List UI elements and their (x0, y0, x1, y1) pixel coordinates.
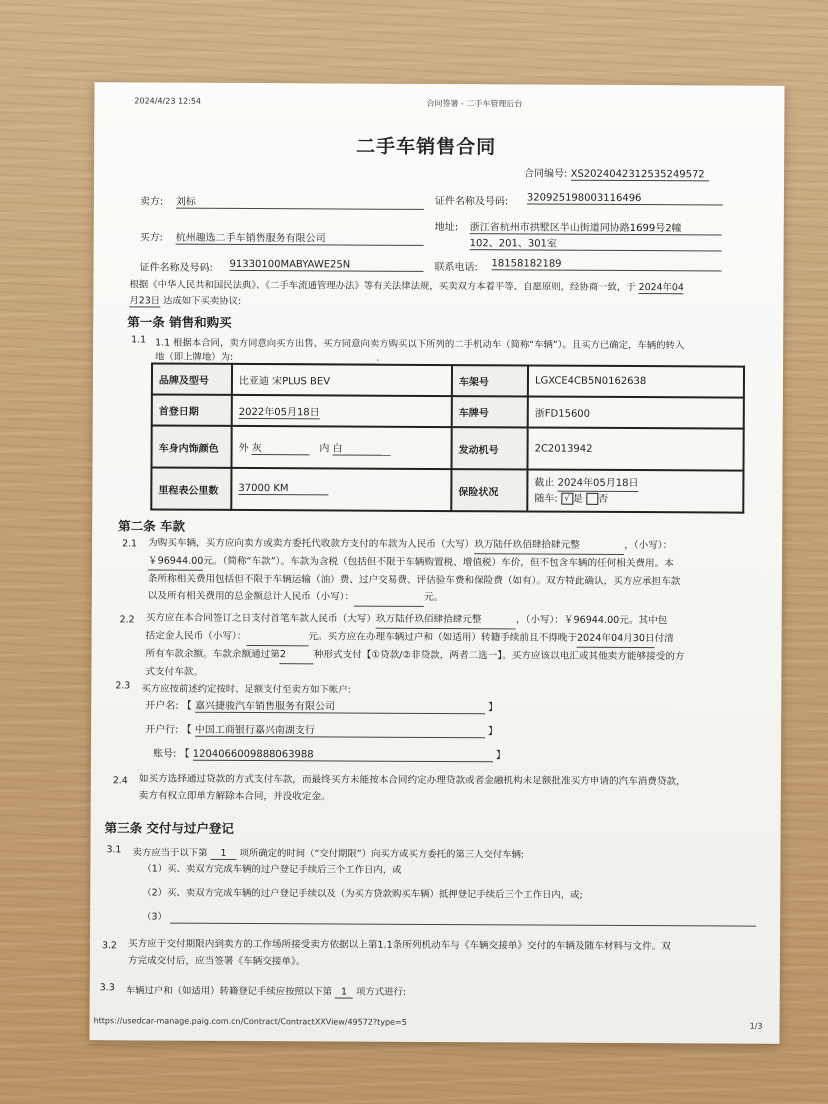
buyer-id-value: 91330100MABYAWE25N (230, 259, 424, 272)
clause-1-1-number: 1.1 (131, 334, 147, 346)
article3-title: 第三条 交付与过户登记 (104, 820, 235, 836)
clause-2-4-line2: 卖方有权立即单方解除本合同，并没收定金。 (138, 790, 331, 803)
seller-label: 卖方: (139, 196, 164, 208)
seller-id-label: 证件名称及号码: (434, 195, 509, 208)
article2-title: 第二条 车款 (118, 518, 186, 534)
clause-2-2-deposit-blank (246, 628, 308, 646)
clause-2-2-text (145, 609, 755, 683)
plate-label: 车牌号 (452, 396, 528, 427)
clause-2-1-line2: 元。（简称“车款”）。车款为含税（包括但不限于车辆购置税、增值税）车价，但不包含车辆的任何相关费用。本 (203, 555, 674, 570)
mileage-value: 37000 KM (238, 483, 328, 495)
page-title: 二手车销售合同 (356, 135, 497, 159)
clause-2-1-upper-amount: 玖万陆仟玖佰肆拾肆元整 (474, 536, 624, 555)
bank-row: 开户行: 【 中国工商银行嘉兴南湖支行 】 (145, 720, 498, 738)
clause-2-2-line1: 买方应在本合同签订之日支付首笔车款人民币（大写） (145, 612, 376, 625)
clause-3-1-item2: （2）买、卖双方完成车辆的过户登记手续以及（为买方贷款购买车辆）抵押登记手续后三个工作日内，或; (142, 887, 583, 901)
clause-2-1-amount: ￥96944.00 (148, 552, 203, 570)
insurance-date: 2024年05月18日 (558, 475, 639, 491)
clause-3-2-line1: 买方应于交付期限内到卖方的工作场所接受卖方依据以上第1.1条所列机动车与《车辆交接单》交付的车辆及随车材料与文件。双 (127, 938, 671, 953)
intro-date-a: 2024年04 (639, 279, 684, 294)
clause-2-2-date: 2024年04月30日 (577, 630, 655, 648)
insurance-label: 保险状况 (451, 469, 527, 511)
clause-2-2-upper-amount: 玖万陆仟玖佰肆拾肆元整 (376, 611, 516, 630)
clause-3-1-item3-blank (170, 912, 756, 927)
color-label: 车身内饰颜色 (151, 426, 231, 468)
clause-3-1-b: 项所确定的时间（“交付期限”）向买方或买方委托的第三人交付车辆: (239, 847, 525, 861)
account-number-value: 1204066009888063988 (193, 749, 493, 763)
buyer-id-label: 证件名称及号码: (139, 262, 213, 274)
clause-2-2-number: 2.2 (119, 614, 135, 626)
print-datetime: 2024/4/23 12:54 (134, 96, 202, 106)
clause-1-1-text: 1.1 根据本合同，卖方同意向买方出售、买方同意向卖方购买以下所列的二手机动车（简称“车辆”）。且买方已确定，车辆的转入 (155, 337, 685, 352)
insurance-yes-checkbox: √ (561, 492, 573, 504)
vin-value: LGXCE4CB5N0162638 (528, 365, 744, 397)
clause-2-2-line2c: 付清 (654, 633, 674, 645)
bank-label: 开户行: (145, 724, 179, 736)
clause-3-2-line2: 方完成交付后，应当签署《车辆交接单》。 (127, 955, 306, 968)
plate-value: 浙FD15600 (528, 396, 744, 428)
insurance-until-label: 截止 (534, 477, 555, 489)
clause-3-1-item3-label: （3） (142, 911, 167, 923)
interior-color: 白 (332, 439, 390, 455)
account-number-label: 账号: (152, 748, 177, 760)
intro-date-b: 月23日 (129, 292, 160, 307)
intro-post: 达成如下买卖协议: (163, 295, 242, 307)
clause-2-3-number: 2.3 (115, 680, 131, 692)
mileage-cell (231, 468, 451, 511)
clause-3-2-text (128, 935, 768, 972)
buyer-address-label: 地址: (434, 221, 459, 234)
seller-name: 刘标 (176, 193, 424, 210)
seller-id-value: 320925198003116496 (527, 192, 723, 205)
print-header-title: 合同签署 - 二手车管理后台 (426, 98, 523, 109)
clause-3-1-number: 3.1 (106, 844, 122, 856)
buyer-phone-label: 联系电话: (434, 261, 478, 274)
clause-3-3-b: 项方式进行: (355, 986, 407, 998)
page-number: 1/3 (749, 1021, 763, 1031)
registration-date-value: 2022年05月18日 (239, 402, 320, 418)
insurance-cell (527, 469, 743, 512)
buyer-address-line1: 浙江省杭州市拱墅区半山街道同协路1699号2幢 (470, 218, 722, 235)
engine-value: 2C2013942 (527, 427, 743, 470)
clause-2-2-option: 2 (280, 646, 314, 664)
clause-1-1-location-label: 地（即上牌地）为: (155, 351, 234, 363)
clause-3-3-text (126, 982, 406, 998)
account-name-label: 开户名: (145, 700, 179, 712)
clause-2-1-line4: 以及所有相关费用的总金额总计人民币（小写）： (147, 590, 355, 603)
buyer-phone-value: 18158182189 (492, 258, 722, 271)
account-name-value: 嘉兴捷骏汽车销售服务有限公司 (195, 697, 485, 715)
clause-2-2-line2b: 元。买方应在办理车辆过户和（如适用）转籍手续前且不得晚于 (308, 631, 577, 644)
clause-2-2-line3: 所有车款余额。车款余额通过第 (145, 648, 280, 661)
clause-2-4-number: 2.4 (112, 775, 128, 787)
clause-3-1-item3 (142, 908, 756, 926)
registration-date-label: 首登日期 (152, 395, 232, 426)
brand-value: 比亚迪 宋PLUS BEV (232, 364, 452, 396)
account-name-row: 开户名: 【 嘉兴捷骏汽车销售服务有限公司 】 (145, 696, 498, 714)
clause-3-1-text (132, 844, 524, 861)
intro-line2 (129, 292, 241, 308)
vin-label: 车架号 (452, 365, 528, 396)
intro-text: 根据《中华人民共和国民法典》、《二手车流通管理办法》等有关法律法规，买卖双方本着平等、自愿原则，经协商一致，于 (129, 279, 636, 294)
clause-2-1-text (148, 534, 748, 608)
clause-3-1-item1: （1）买、卖双方完成车辆的过户登记手续后三个工作日内，或 (142, 863, 402, 876)
intro-line1 (129, 276, 683, 294)
clause-2-2-line1-end: 元。其中包 (619, 614, 668, 627)
clause-2-2-line4: 式支付车款。 (145, 666, 204, 678)
insurance-no-checkbox (586, 492, 598, 504)
clause-2-1-small-label: ，（小写）： (624, 539, 673, 552)
exterior-label: 外 (238, 442, 249, 455)
clause-2-1-line3: 条所称相关费用包括但不限于车辆运输（油）费、过户交易费、评估验车费和保险费（如有）。双方特此确认，买方应承担车款 (147, 573, 681, 588)
interior-label: 内 (319, 443, 330, 455)
clause-3-3-option: 1 (335, 986, 353, 998)
clause-2-1-number: 2.1 (122, 538, 138, 550)
clause-3-1-option: 1 (210, 848, 236, 860)
clause-2-1-total-blank (354, 589, 424, 607)
buyer-name: 杭州趣选二手车销售服务有限公司 (176, 229, 424, 246)
buyer-address-line2: 102、201、301室 (470, 234, 722, 251)
bank-value: 中国工商银行嘉兴南湖支行 (195, 721, 485, 739)
insurance-yes-label: 是 (572, 493, 583, 505)
clause-3-2-number: 3.2 (101, 940, 117, 952)
clause-2-4-line1: 如买方选择通过贷款的方式支付车款，而最终买方未能按本合同约定办理贷款或者金融机构未足额批准买方申请的汽车消费贷款， (138, 773, 686, 788)
clause-2-2-small-amount: ，（小写）：￥96944.00 (515, 614, 620, 626)
contract-page (89, 82, 784, 1044)
clause-2-1-line1: 为购买车辆，买方应向卖方或卖方委托代收款方支付的车款为人民币（大写） (148, 537, 475, 551)
clause-2-4-text (139, 770, 759, 807)
account-number-row: 账号: 【 1204066009888063988 】 (152, 748, 506, 762)
exterior-color: 灰 (252, 439, 310, 455)
clause-2-1-yuan: 元。 (424, 591, 444, 604)
mileage-label: 里程表公里数 (151, 468, 231, 510)
clause-2-2-line3b: 种形式支付【①贷款/②非贷款，两者二选一】。买方应该以电汇或其他卖方能够接受的方 (313, 649, 685, 663)
contract-number-label: 合同编号: (524, 168, 568, 180)
vehicle-info-table (150, 363, 745, 514)
clause-2-2-line2: 括定金人民币（小写）： (145, 630, 247, 643)
insurance-no-label: 否 (598, 493, 609, 505)
footer-url: https://usedcar-manage.paig.com.cn/Contract/ContractXXView/49572?type=5 (93, 1016, 407, 1027)
clause-3-1-a: 卖方应当于以下第 (132, 847, 208, 859)
brand-label: 品牌及型号 (152, 364, 232, 395)
clause-3-3-number: 3.3 (99, 982, 115, 994)
insurance-follow-label: 随车: (534, 493, 558, 505)
article1-title: 第一条 销售和购买 (127, 314, 232, 330)
engine-label: 发动机号 (451, 427, 527, 469)
contract-number-value: XS2024042312535249572 (571, 169, 709, 182)
registration-date-cell (232, 395, 452, 427)
contract-number (524, 164, 709, 181)
color-cell (231, 426, 451, 469)
clause-2-3-text: 买方应按前述约定按时、足额支付至卖方如下帐户: (141, 683, 351, 696)
clause-3-3-a: 车辆过户和（如适用）转籍登记手续应按照以下第 (125, 985, 333, 998)
buyer-label: 买方: (139, 232, 164, 244)
clause-1-1-text2: 地（即上牌地）为: . (155, 351, 380, 364)
